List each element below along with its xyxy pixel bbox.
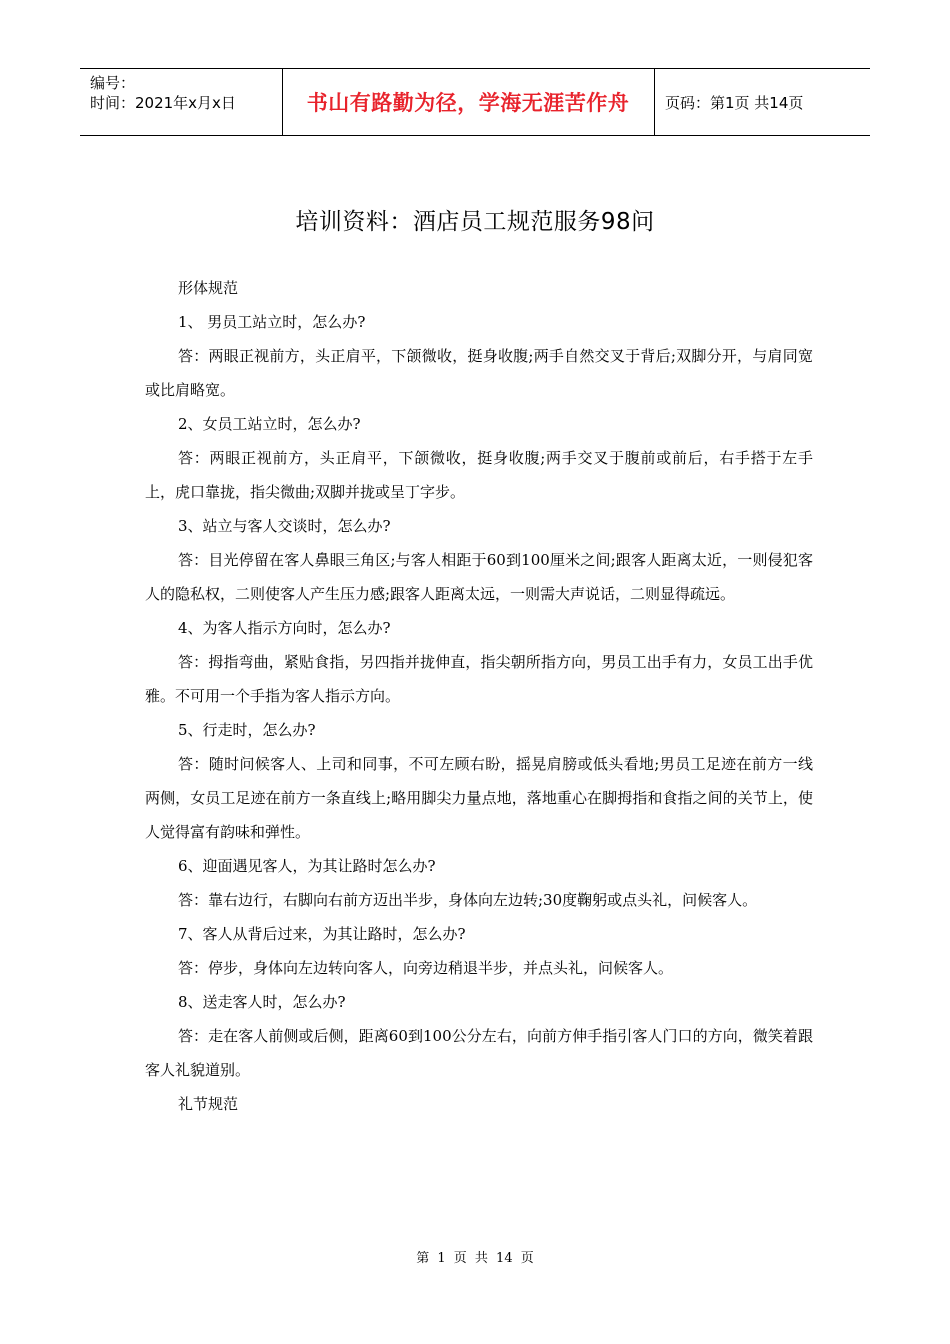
header-motto: 书山有路勤为径，学海无涯苦作舟 bbox=[306, 91, 630, 115]
section-heading: 礼节规范 bbox=[178, 1095, 239, 1113]
answer: 答：靠右边行，右脚向右前方迈出半步，身体向左边转;30度鞠躬或点头礼，问候客人。 bbox=[178, 891, 758, 909]
answer: 答：两眼正视前方，头正肩平，下颌微收，挺身收腹;两手交叉于腹前或前后，右手搭于左手上，虎口靠拢，指尖微曲;双脚并拢或呈丁字步。 bbox=[145, 449, 813, 501]
answer: 答：目光停留在客人鼻眼三角区;与客人相距于60到100厘米之间;跟客人距离太近，一则侵犯客人的隐私权，二则使客人产生压力感;跟客人距离太远，一则需大声说话，二则显得疏远。 bbox=[145, 551, 813, 603]
question: 6、迎面遇见客人，为其让路时怎么办? bbox=[178, 857, 436, 875]
header-meta bbox=[90, 73, 236, 113]
answer: 答：走在客人前侧或后侧，距离60到100公分左右，向前方伸手指引客人门口的方向，微笑着跟客人礼貌道别。 bbox=[145, 1027, 813, 1079]
question: 8、送走客人时，怎么办? bbox=[178, 993, 346, 1011]
question: 5、行走时，怎么办? bbox=[178, 721, 316, 739]
section-heading: 形体规范 bbox=[178, 279, 239, 297]
answer: 答：拇指弯曲，紧贴食指，另四指并拢伸直，指尖朝所指方向，男员工出手有力，女员工出手优雅。不可用一个手指为客人指示方向。 bbox=[145, 653, 813, 705]
header-time: 时间：2021年x月x日 bbox=[90, 94, 236, 112]
document-header bbox=[80, 68, 870, 136]
question: 4、为客人指示方向时，怎么办? bbox=[178, 619, 391, 637]
page-footer: 第 1 页 共 14 页 bbox=[416, 1251, 534, 1266]
header-divider-right bbox=[654, 69, 655, 135]
header-number: 编号： bbox=[90, 74, 136, 92]
answer: 答：停步，身体向左边转向客人，向旁边稍退半步，并点头礼，问候客人。 bbox=[178, 959, 674, 977]
document-title: 培训资料：酒店员工规范服务98问 bbox=[295, 209, 655, 235]
question: 2、女员工站立时，怎么办? bbox=[178, 415, 361, 433]
question: 1、 男员工站立时，怎么办? bbox=[178, 313, 366, 331]
question: 3、站立与客人交谈时，怎么办? bbox=[178, 517, 391, 535]
answer: 答：两眼正视前方，头正肩平，下颌微收，挺身收腹;两手自然交叉于背后;双脚分开，与肩同宽或比肩略宽。 bbox=[145, 347, 813, 399]
question: 7、客人从背后过来，为其让路时，怎么办? bbox=[178, 925, 466, 943]
answer: 答：随时问候客人、上司和同事，不可左顾右盼，摇晃肩膀或低头看地;男员工足迹在前方一线两侧，女员工足迹在前方一条直线上;略用脚尖力量点地，落地重心在脚拇指和食指之间的关节上，使人觉得富有韵味和弹性。 bbox=[145, 755, 813, 841]
header-page-info: 页码：第1页 共14页 bbox=[665, 93, 804, 112]
document-body bbox=[145, 271, 813, 1121]
